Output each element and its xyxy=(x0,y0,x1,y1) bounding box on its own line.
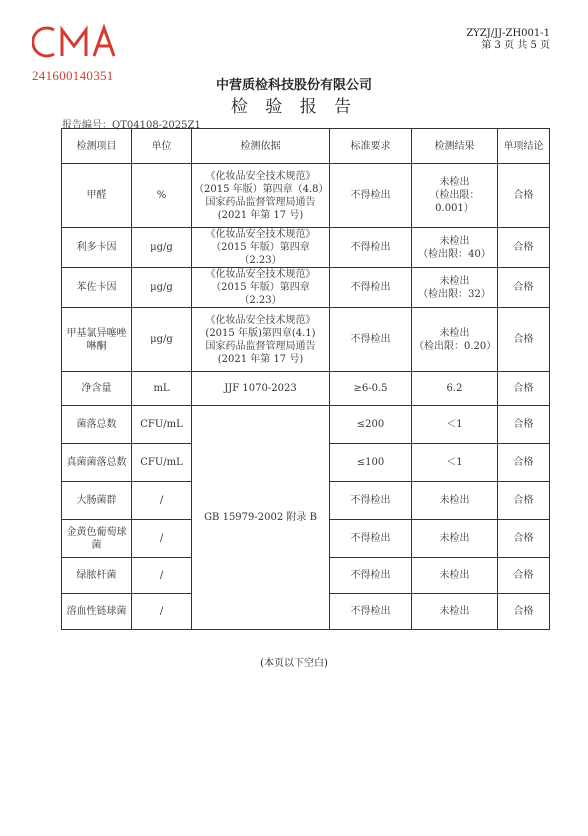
conclusion-cell: 合格 xyxy=(498,406,550,444)
result-cell xyxy=(412,594,498,630)
table-row xyxy=(62,406,550,444)
result-line: 未检出 xyxy=(439,533,470,544)
result-cell xyxy=(412,228,498,268)
conclusion-cell: 合格 xyxy=(498,520,550,558)
requirement-cell: 不得检出 xyxy=(330,482,412,520)
basis-line: 《化妆品安全技术规范》 xyxy=(205,269,316,280)
basis-line: (2015 年版)第四章(4.1) xyxy=(205,327,316,339)
result-cell xyxy=(412,482,498,520)
result-line: 未检出 xyxy=(439,275,470,287)
document-code xyxy=(466,28,550,52)
conclusion-cell: 合格 xyxy=(498,444,550,482)
basis-cell xyxy=(192,268,330,308)
table-row xyxy=(62,164,550,228)
item-cell: 甲基氯异噻唑啉酮 xyxy=(62,308,132,372)
unit-cell: μg/g xyxy=(132,228,192,268)
requirement-cell: ≤200 xyxy=(330,406,412,444)
item-cell: 菌落总数 xyxy=(62,406,132,444)
requirement-cell: ≤100 xyxy=(330,444,412,482)
unit-cell: CFU/mL xyxy=(132,406,192,444)
basis-line: 国家药品监督管理局通告 xyxy=(205,196,316,208)
result-line: 未检出 xyxy=(439,570,470,581)
result-cell xyxy=(412,444,498,482)
conclusion-cell: 合格 xyxy=(498,308,550,372)
basis-line: （2.23） xyxy=(239,295,282,306)
basis-line: 国家药品监督管理局通告 xyxy=(205,340,316,352)
basis-cell xyxy=(192,308,330,372)
result-cell xyxy=(412,308,498,372)
item-cell: 净含量 xyxy=(62,372,132,406)
header-conclusion: 单项结论 xyxy=(498,129,550,164)
result-cell xyxy=(412,520,498,558)
unit-cell: μg/g xyxy=(132,308,192,372)
basis-line: （2015 年版）第四章 xyxy=(211,282,310,293)
requirement-cell: 不得检出 xyxy=(330,558,412,594)
item-cell: 苯佐卡因 xyxy=(62,268,132,308)
company-name: 中营质检科技股份有限公司 xyxy=(215,78,372,93)
basis-line: 《化妆品安全技术规范》 xyxy=(205,314,316,326)
table-row xyxy=(62,268,550,308)
item-cell: 真菌菌落总数 xyxy=(62,444,132,482)
result-line: ＜1 xyxy=(446,457,463,468)
doc-code: ZYZJ/JJ-ZH001-1 xyxy=(466,28,550,39)
result-line: ＜1 xyxy=(446,419,463,430)
table-row xyxy=(62,228,550,268)
requirement-cell: 不得检出 xyxy=(330,228,412,268)
requirement-cell: ≥6-0.5 xyxy=(330,372,412,406)
requirement-cell: 不得检出 xyxy=(330,594,412,630)
cma-number: 241600140351 xyxy=(32,68,114,83)
requirement-cell: 不得检出 xyxy=(330,268,412,308)
inspection-table xyxy=(61,128,550,630)
basis-line: （2015 年版）第四章 xyxy=(211,242,310,253)
unit-cell: μg/g xyxy=(132,268,192,308)
unit-cell: / xyxy=(132,594,192,630)
basis-line: (2021 年第 17 号) xyxy=(217,353,304,365)
unit-cell: / xyxy=(132,482,192,520)
header-requirement: 标准要求 xyxy=(330,129,412,164)
result-line: 未检出 xyxy=(439,606,470,617)
conclusion-cell: 合格 xyxy=(498,164,550,228)
blank-below-note: (本页以下空白) xyxy=(260,658,328,669)
requirement-cell: 不得检出 xyxy=(330,164,412,228)
basis-line: （2.23） xyxy=(239,255,282,266)
report-number: 报告编号：QT04108-2025Z1 xyxy=(62,120,201,131)
requirement-cell: 不得检出 xyxy=(330,308,412,372)
result-cell xyxy=(412,558,498,594)
result-cell xyxy=(412,372,498,406)
conclusion-cell: 合格 xyxy=(498,228,550,268)
item-cell: 甲醛 xyxy=(62,164,132,228)
table-row xyxy=(62,308,550,372)
basis-line: 《化妆品安全技术规范》 xyxy=(205,229,316,240)
conclusion-cell: 合格 xyxy=(498,372,550,406)
unit-cell: CFU/mL xyxy=(132,444,192,482)
conclusion-cell: 合格 xyxy=(498,268,550,308)
unit-cell: % xyxy=(132,164,192,228)
basis-line: JJF 1070-2023 xyxy=(224,383,297,394)
result-cell xyxy=(412,164,498,228)
item-cell: 利多卡因 xyxy=(62,228,132,268)
item-cell: 大肠菌群 xyxy=(62,482,132,520)
report-title: 检 验 报 告 xyxy=(230,97,358,117)
basis-line: （2015 年版）第四章（4.8） xyxy=(194,183,329,195)
unit-cell: / xyxy=(132,520,192,558)
header-unit: 单位 xyxy=(132,129,192,164)
result-line: 未检出 xyxy=(439,495,470,506)
item-cell: 绿脓杆菌 xyxy=(62,558,132,594)
header-item: 检测项目 xyxy=(62,129,132,164)
conclusion-cell: 合格 xyxy=(498,482,550,520)
basis-cell xyxy=(192,228,330,268)
conclusion-cell: 合格 xyxy=(498,558,550,594)
unit-cell: mL xyxy=(132,372,192,406)
conclusion-cell: 合格 xyxy=(498,594,550,630)
result-line: 未检出 xyxy=(439,235,470,247)
basis-cell-merged: GB 15979-2002 附录 B xyxy=(192,406,330,630)
header-basis: 检测依据 xyxy=(192,129,330,164)
requirement-cell: 不得检出 xyxy=(330,520,412,558)
cma-logo xyxy=(32,22,122,62)
result-line: 未检出 xyxy=(439,327,470,339)
item-cell: 金黄色葡萄球菌 xyxy=(62,520,132,558)
result-line: （检出限：32） xyxy=(418,288,491,300)
table-body xyxy=(62,164,550,630)
result-line: （检出限：0.20） xyxy=(414,340,497,352)
item-cell: 溶血性链球菌 xyxy=(62,594,132,630)
unit-cell: / xyxy=(132,558,192,594)
table-header-row xyxy=(62,129,550,164)
result-cell xyxy=(412,406,498,444)
basis-line: 《化妆品安全技术规范》 xyxy=(205,170,316,182)
basis-cell xyxy=(192,372,330,406)
header-result: 检测结果 xyxy=(412,129,498,164)
table-row xyxy=(62,372,550,406)
result-cell xyxy=(412,268,498,308)
result-line: （检出限：40） xyxy=(418,248,491,260)
basis-cell xyxy=(192,164,330,228)
result-line: 未检出 xyxy=(439,177,470,188)
result-line: 6.2 xyxy=(446,383,463,394)
basis-line: (2021 年第 17 号) xyxy=(217,209,304,221)
result-line: （检出限：0.001） xyxy=(429,190,480,214)
page-info: 第 3 页 共 5 页 xyxy=(481,40,550,51)
